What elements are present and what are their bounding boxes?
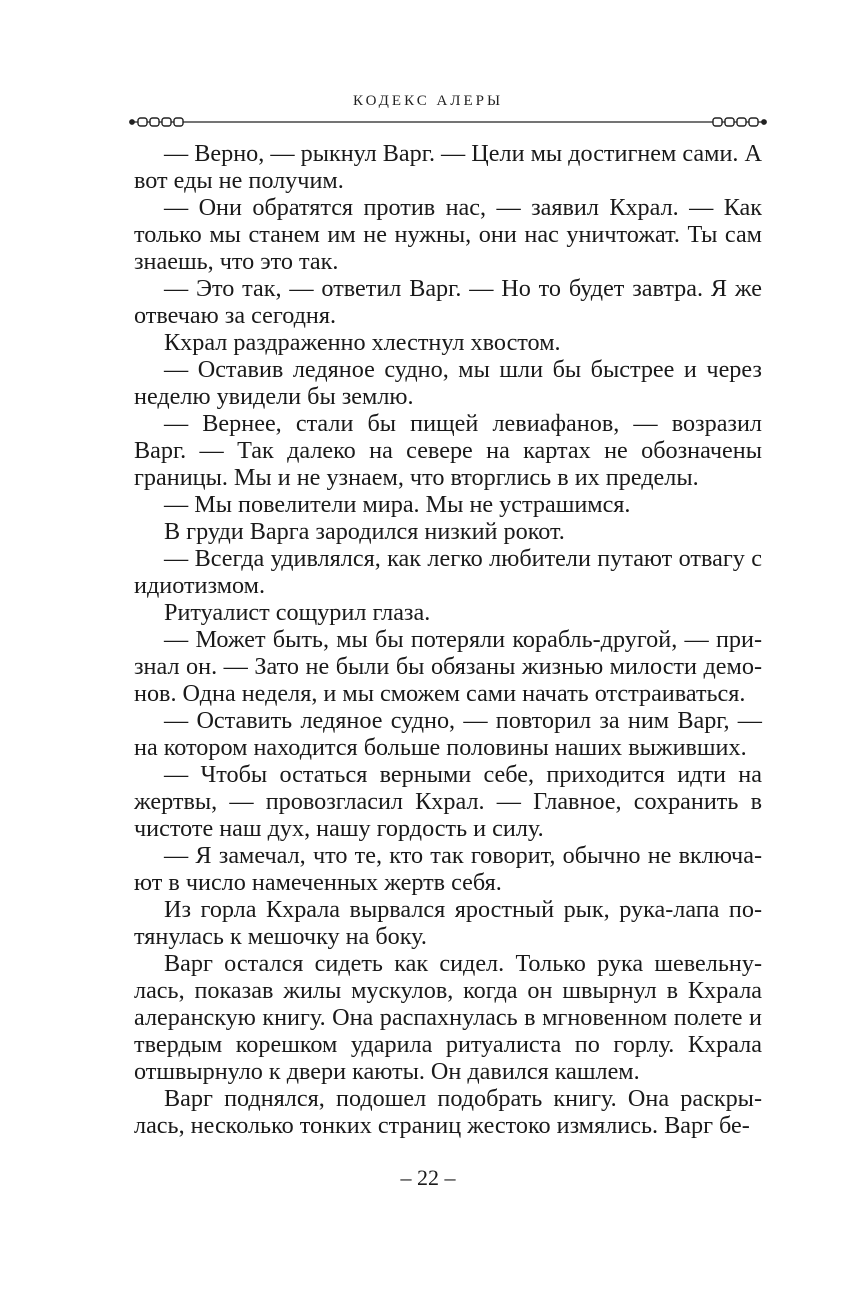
paragraph: — Верно, — рыкнул Варг. — Цели мы достигнем сами. А вот еды не получим.	[134, 140, 762, 194]
paragraph: Из горла Кхрала вырвался яростный рык, рука-лапа потянулась к мешочку на боку.	[134, 896, 762, 950]
paragraph: Кхрал раздраженно хлестнул хвостом.	[164, 329, 561, 356]
paragraph: — Вернее, стали бы пищей левиафанов, — возразил Варг. — Так далеко на севере на картах не обозначены границы. Мы и не узнаем, что вторглись в их пределы.	[134, 410, 762, 491]
paragraph: Ритуалист сощурил глаза.	[164, 599, 431, 626]
paragraph: — Они обратятся против нас, — заявил Кхрал. — Как только мы станем им не нужны, они нас уничтожат. Ты сам знаешь, что это так.	[134, 194, 762, 275]
page-number: – 22 –	[400, 1165, 456, 1190]
body-text	[134, 140, 762, 1139]
paragraph: — Чтобы остаться верными себе, приходится идти на жертвы, — провозгласил Кхрал. — Главное, сохранить в чистоте наш дух, нашу гордость и силу.	[134, 761, 762, 842]
paragraph: Варг остался сидеть как сидел. Только рука шевельнулась, показав жилы мускулов, когда он швырнул в Кхрала алеранскую книгу. Она распахнулась в мгновенном полете и твердым корешком ударила ритуалиста по горлу. Кхрала отшвырнуло к двери каюты. Он давился кашлем.	[134, 950, 762, 1085]
paragraph: Варг поднялся, подошел подобрать книгу. Она раскрылась, несколько тонких страниц жестоко измялись. Варг бе-	[134, 1085, 762, 1139]
paragraph: — Оставив ледяное судно, мы шли бы быстрее и через неделю увидели бы землю.	[134, 356, 762, 410]
paragraph: — Оставить ледяное судно, — повторил за ним Варг, — на котором находится больше половины наших выживших.	[134, 707, 762, 761]
paragraph: — Я замечал, что те, кто так говорит, обычно не включают в число намеченных жертв себя.	[134, 842, 762, 896]
paragraph: — Это так, — ответил Варг. — Но то будет завтра. Я же отвечаю за сегодня.	[134, 275, 762, 329]
running-title: КОДЕКС АЛЕРЫ	[352, 93, 504, 109]
paragraph: — Мы повелители мира. Мы не устрашимся.	[164, 491, 631, 518]
paragraph: В груди Варга зародился низкий рокот.	[164, 518, 565, 545]
paragraph: — Может быть, мы бы потеряли корабль-другой, — признал он. — Зато не были бы обязаны жизнью милости демонов. Одна неделя, и мы сможем сами начать отстраиваться.	[134, 626, 762, 707]
paragraph: — Всегда удивлялся, как легко любители путают отвагу с идиотизмом.	[134, 545, 762, 599]
ornamental-rule	[128, 114, 768, 130]
